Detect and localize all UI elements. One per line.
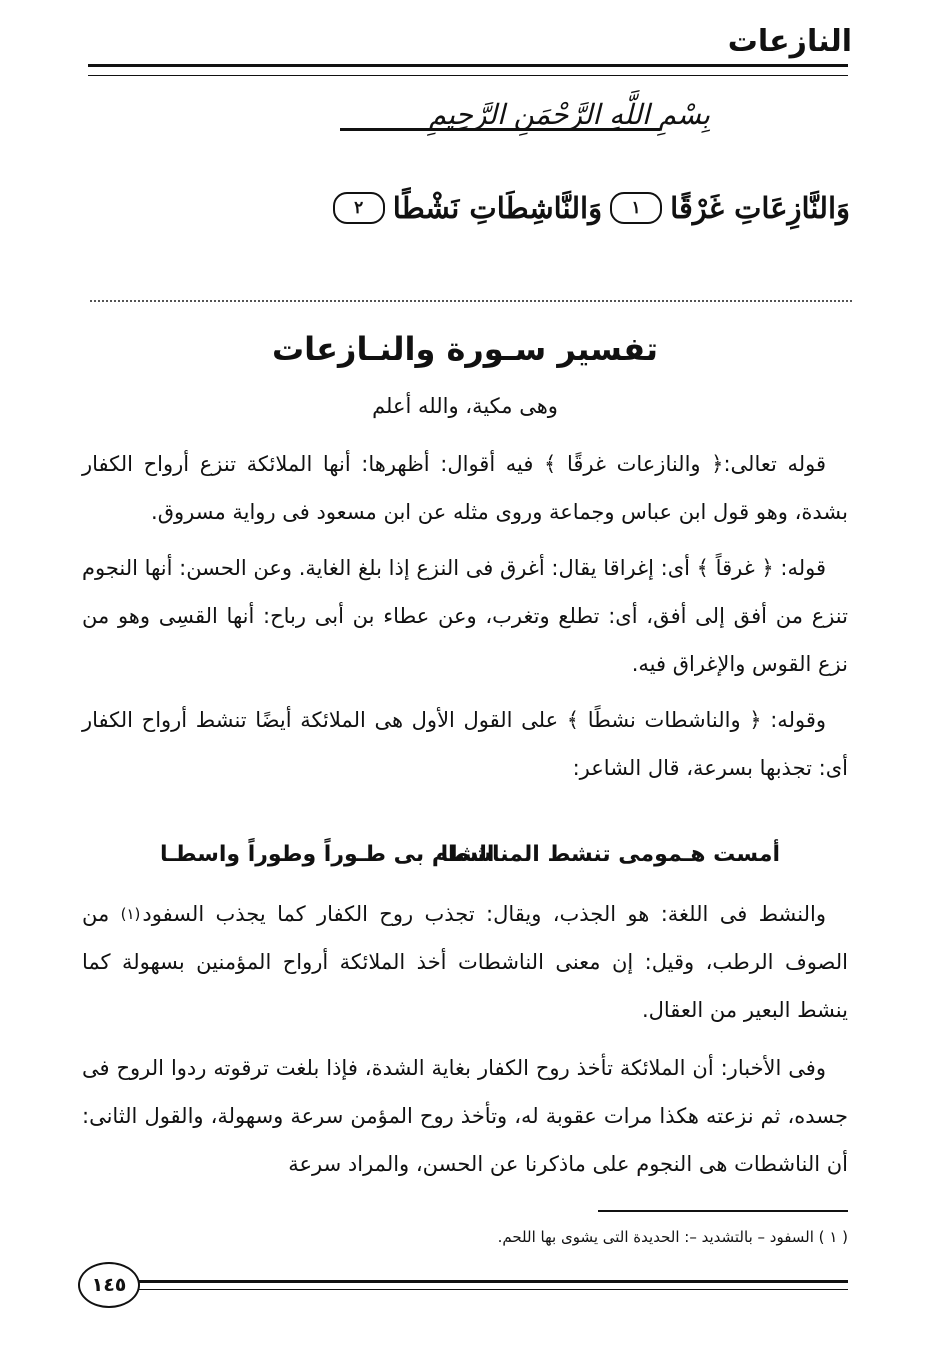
paragraph-3: وقوله: ﴿ والناشطات نشطًا ﴾ على القول الأول هى الملائكة أيضًا تنشط أرواح الكفار أى: تجذبها بسرعة، قال الشاعر:: [82, 708, 848, 780]
paragraph-5: وفى الأخبار: أن الملائكة تأخذ روح الكفار بغاية الشدة، فإذا بلغت ترقوته ردوا الروح فى جسده، ثم نزعته هكذا مرات عقوبة له، وتأخذ روح المؤمن سرعة وسهولة، والقول الثانى: أن الناشطات هى النجوم على ماذكرنا عن الحسن، والمراد سرعة: [82, 1056, 848, 1176]
paragraph-4: [82, 890, 848, 1034]
quran-verses: [70, 178, 850, 238]
section-divider: [90, 300, 852, 302]
running-title: النازعات: [727, 24, 852, 59]
verse-2: وَالنَّاشِطَاتِ نَشْطًا: [392, 191, 603, 225]
poem-hemistich-1: أمست هـمومى تنشط المناشطا: [440, 842, 780, 867]
ayah-marker-1: ١: [610, 192, 662, 224]
basmala-text: بِسْمِ اللَّهِ الرَّحْمَنِ الرَّحِيمِ: [428, 98, 710, 131]
commentary-block-2: [82, 890, 848, 1188]
verse-1: وَالنَّازِعَاتِ غَرْقًا: [670, 191, 850, 225]
basmala: [230, 96, 710, 154]
poem-hemistich-2: الشام بى طـوراً وطوراً واسطـا: [160, 842, 495, 867]
paragraph-2: قوله: ﴿ غرقاً ﴾ أى: إغراقا يقال: أغرق فى النزع إذا بلغ الغاية. وعن الحسن: أنها النجوم تنزع من أفق إلى أفق، أى: تطلع وتغرب، وعن عطاء بن أبى رباح: أنها القسِى وهو من نزع القوس والإغراق فيه.: [82, 556, 848, 676]
paragraph-4-text: والنشط فى اللغة: هو الجذب، ويقال: تجذب روح الكفار كما يجذب السفود: [142, 902, 826, 926]
surah-subtitle: وهى مكية، والله أعلم: [372, 394, 558, 418]
page-number: ١٤٥: [78, 1262, 140, 1308]
paragraph-1: قوله تعالى:﴿ والنازعات غرقًا ﴾ فيه أقوال: أظهرها: أنها الملائكة تنزع أرواح الكفار بشدة، وهو قول ابن عباس وجماعة وروى مثله عن ابن مسعود فى رواية مسروق.: [82, 452, 848, 524]
basmala-flourish: [340, 128, 660, 137]
ayah-marker-2: ٢: [333, 192, 385, 224]
commentary-block-1: [82, 440, 848, 792]
page-footer: [78, 1262, 848, 1314]
header-rule: [88, 64, 848, 76]
footnote: ( ١ ) السفود – بالتشديد –: الحديدة التى يشوى بها اللحم.: [497, 1228, 848, 1246]
footnote-ref[interactable]: (١): [120, 905, 141, 923]
paragraph-4-rest: من الصوف الرطب، وقيل: إن معنى الناشطات أخذ الملائكة أرواح المؤمنين بسهولة كما ينشط البعير من العقال.: [82, 902, 848, 1022]
footnote-rule: [598, 1210, 848, 1212]
footer-rule: [138, 1280, 848, 1290]
surah-title: تفسير سـورة والنـازعات: [272, 330, 658, 368]
